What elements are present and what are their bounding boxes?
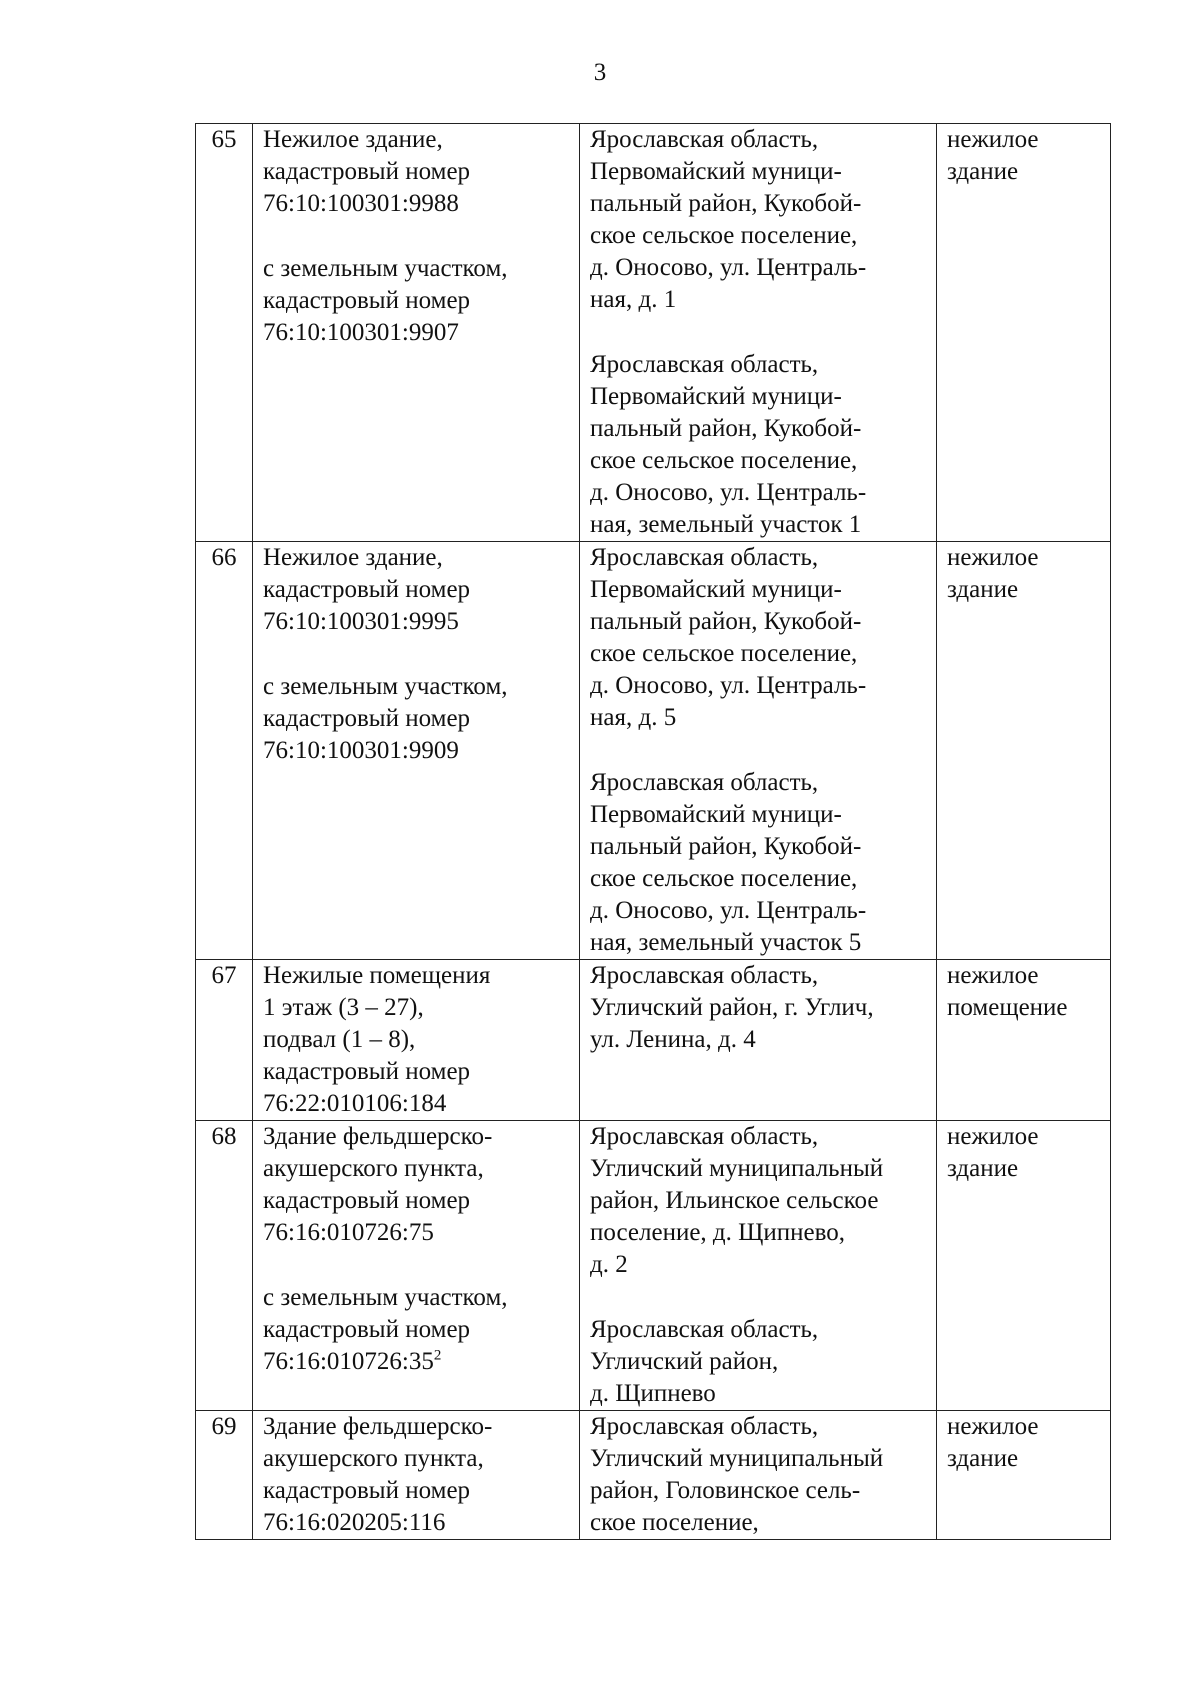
table-row: [196, 542, 1111, 960]
object-type-cell: нежилое здание: [937, 1411, 1111, 1540]
land-plot-address: Ярославская область, Угличский район, д. Щипнево: [590, 1316, 819, 1407]
address-cell: [580, 542, 937, 960]
object-type-cell: нежилое здание: [937, 124, 1111, 542]
row-number: 68: [196, 1121, 253, 1411]
object-name-cell: [253, 1411, 580, 1540]
object-name-cell: [253, 960, 580, 1121]
table-row: [196, 124, 1111, 542]
object-address: Ярославская область, Угличский муниципальный район, Головинское сель- ское поселение,: [590, 1413, 884, 1536]
land-plot-address: Ярославская область, Первомайский муници- пальный район, Кукобой- ское сельское поселение, д. Оносово, ул. Централь- ная, земельный участок 1: [590, 351, 867, 538]
property-table: [195, 123, 1111, 1540]
cadastral-number-with-footnote: [263, 1346, 569, 1378]
page-number: 3: [593, 59, 607, 86]
object-address: Ярославская область, Угличский муниципальный район, Ильинское сельское поселение, д. Щипнево, д. 2: [590, 1123, 884, 1278]
table-row: [196, 1121, 1111, 1411]
table-row: [196, 1411, 1111, 1540]
address-cell: [580, 960, 937, 1121]
land-plot-name: с земельным участком, кадастровый номер $76:16:010726:35^2$: [263, 1282, 569, 1378]
object-name-cell: [253, 542, 580, 960]
footnote-marker: 2: [433, 1347, 442, 1364]
table-row: [196, 960, 1111, 1121]
cadastral-number: 76:16:010726:35: [263, 1348, 434, 1375]
object-name: Здание фельдшерско- акушерского пункта, кадастровый номер 76:16:010726:75: [263, 1123, 493, 1246]
object-name: Нежилое здание, кадастровый номер 76:10:100301:9988: [263, 126, 471, 217]
object-address: Ярославская область, Первомайский муници- пальный район, Кукобой- ское сельское поселение, д. Оносово, ул. Централь- ная, д. 5: [590, 544, 867, 731]
row-number: 69: [196, 1411, 253, 1540]
object-name: Нежилое здание, кадастровый номер 76:10:100301:9995: [263, 544, 471, 635]
land-plot-name: с земельным участком, кадастровый номер 76:10:100301:9907: [263, 255, 508, 346]
object-name-cell: [253, 124, 580, 542]
object-address: Ярославская область, Первомайский муници- пальный район, Кукобой- ское сельское поселение, д. Оносово, ул. Централь- ная, д. 1: [590, 126, 867, 313]
object-address: Ярославская область, Угличский район, г. Углич, ул. Ленина, д. 4: [590, 962, 874, 1053]
address-cell: [580, 1121, 937, 1411]
object-type-cell: нежилое здание: [937, 1121, 1111, 1411]
row-number: 65: [196, 124, 253, 542]
row-number: 67: [196, 960, 253, 1121]
address-cell: [580, 124, 937, 542]
address-cell: [580, 1411, 937, 1540]
object-type-cell: нежилое помещение: [937, 960, 1111, 1121]
object-name: Здание фельдшерско- акушерского пункта, кадастровый номер 76:16:020205:116: [263, 1413, 493, 1536]
object-type-cell: нежилое здание: [937, 542, 1111, 960]
land-plot-name: с земельным участком, кадастровый номер 76:10:100301:9909: [263, 673, 508, 764]
object-name-cell: [253, 1121, 580, 1411]
row-number: 66: [196, 542, 253, 960]
object-name: Нежилые помещения 1 этаж (3 – 27), подвал (1 – 8), кадастровый номер 76:22:010106:184: [263, 962, 491, 1117]
land-plot-address: Ярославская область, Первомайский муници- пальный район, Кукобой- ское сельское поселение, д. Оносово, ул. Централь- ная, земельный участок 5: [590, 769, 867, 956]
